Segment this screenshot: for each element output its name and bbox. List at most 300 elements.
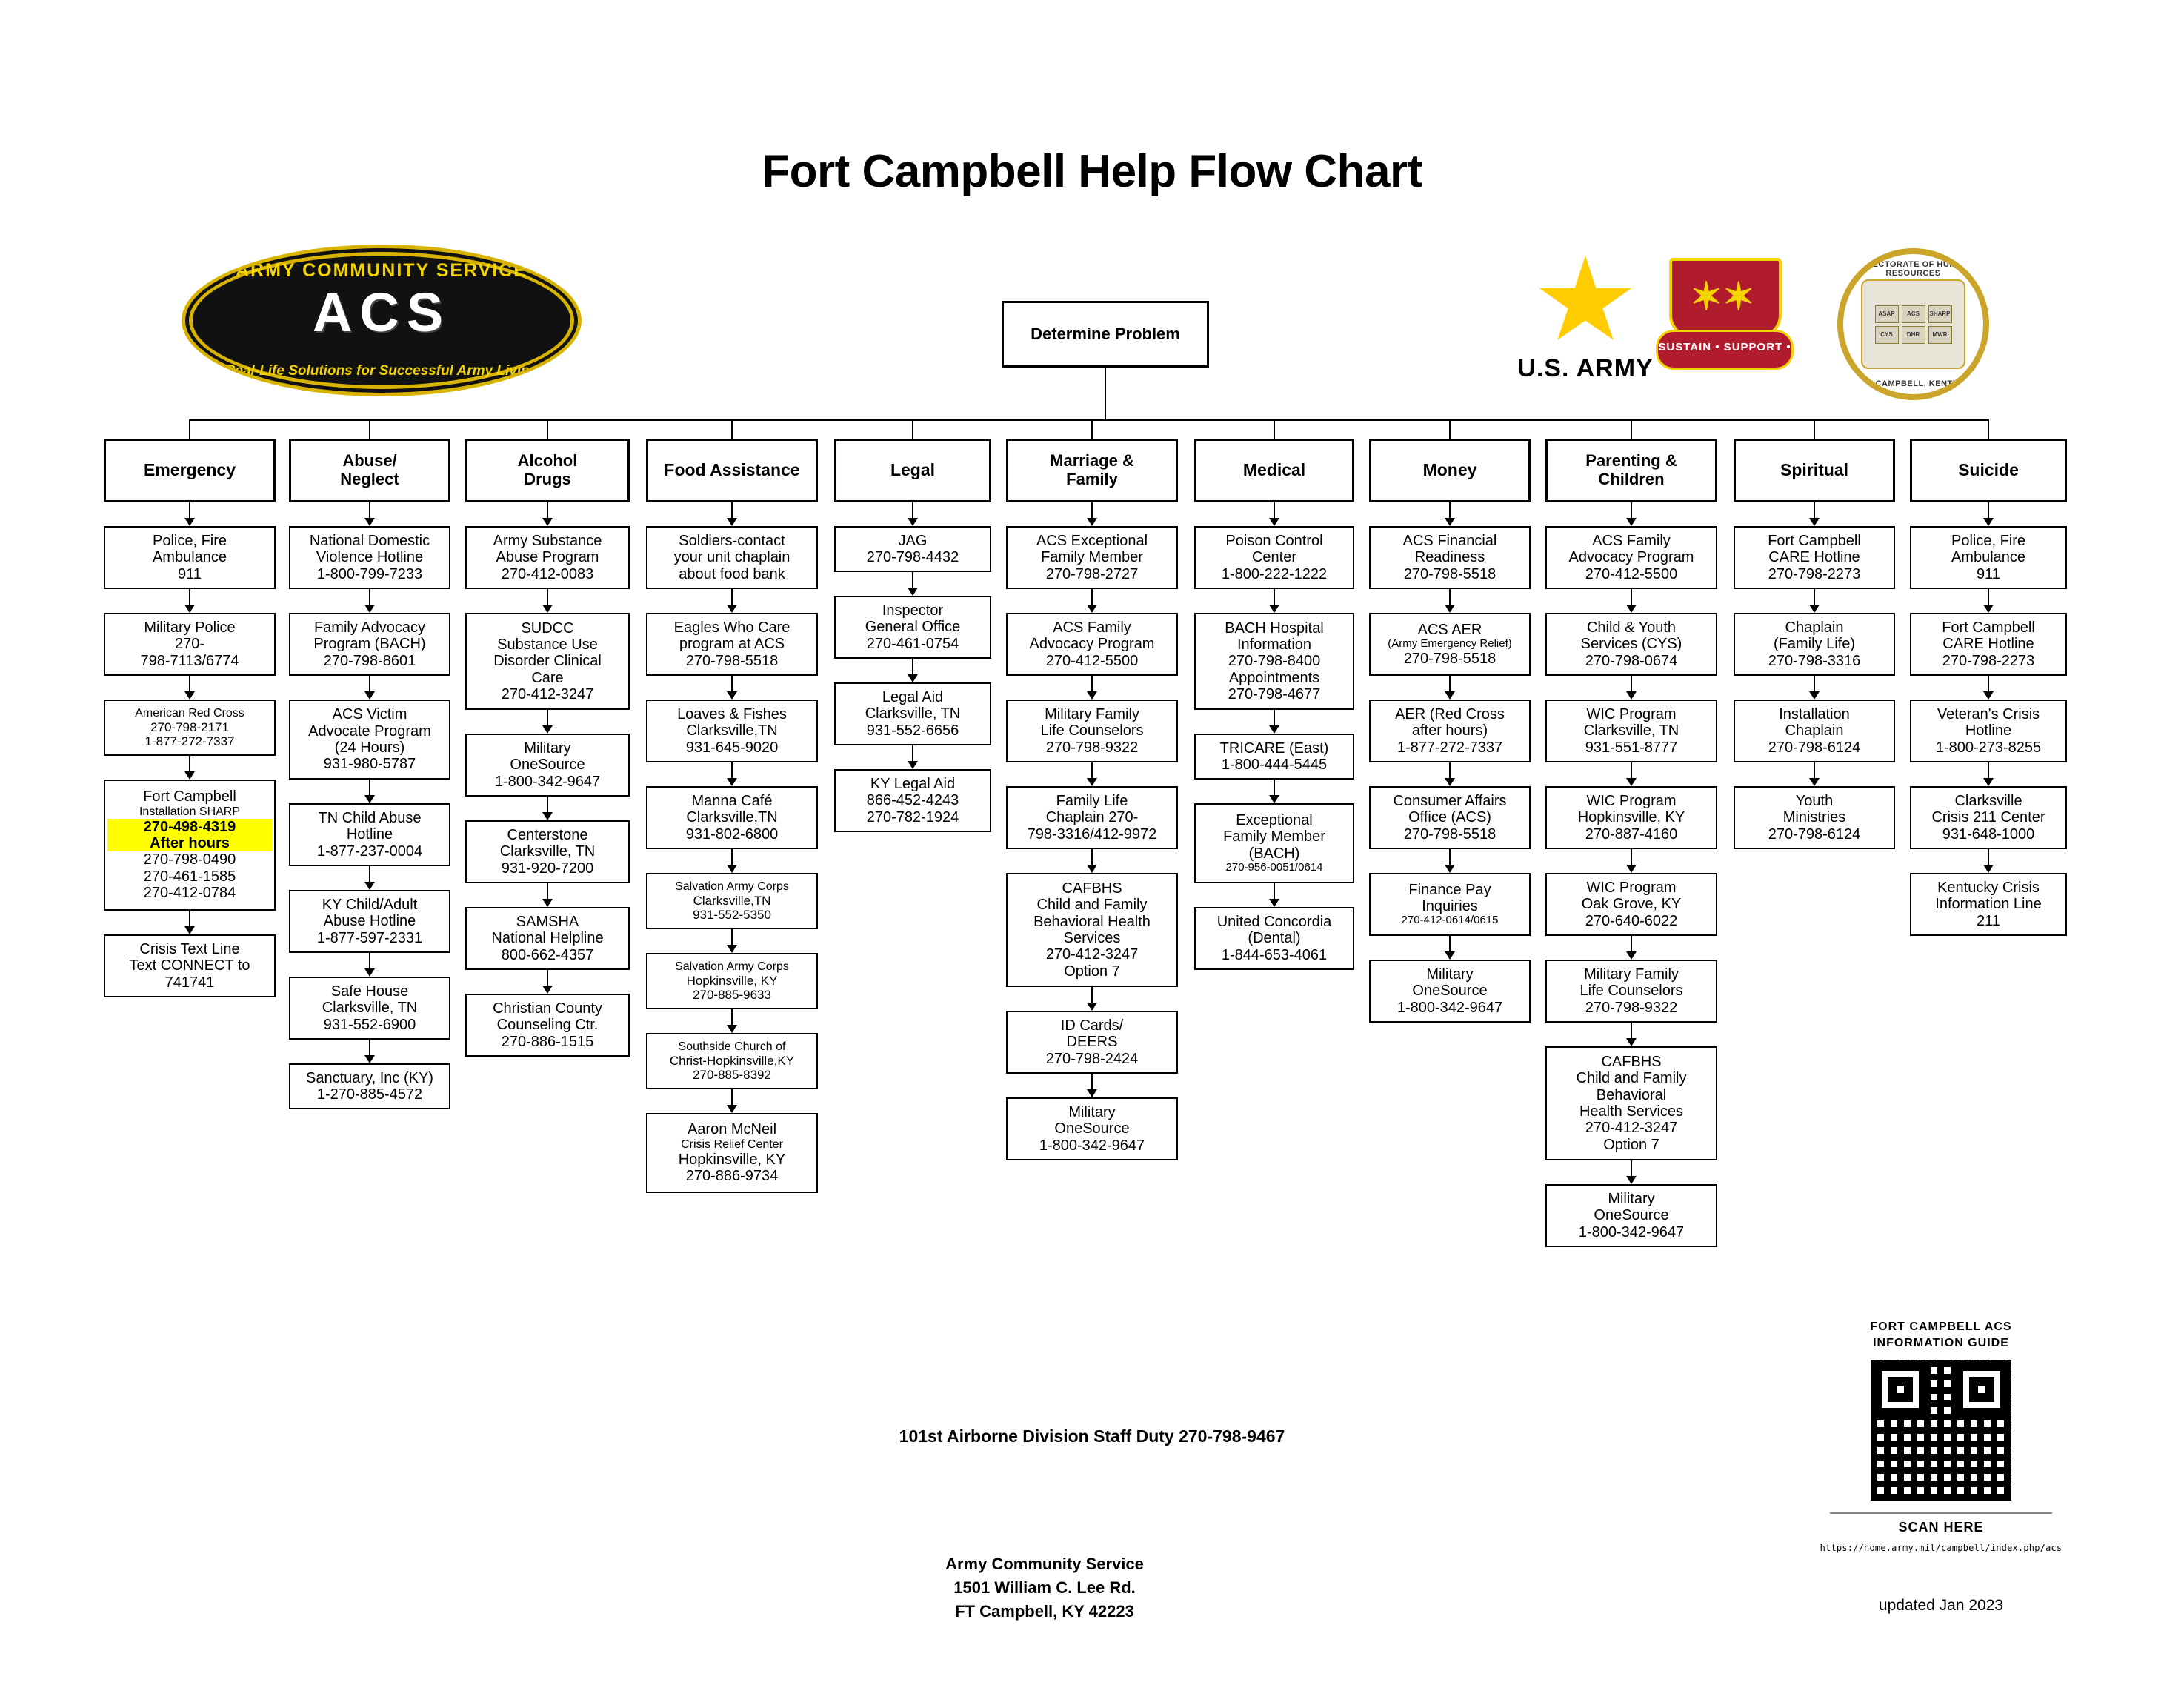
qr-block (1819, 1319, 2063, 1553)
node-line: 931-980-5787 (323, 756, 416, 773)
arrow-icon (1626, 951, 1637, 960)
connector (547, 883, 548, 900)
node-emergency-0[interactable] (104, 526, 276, 589)
node-money-1[interactable] (1369, 613, 1531, 676)
node-suicide-0[interactable] (1910, 526, 2067, 589)
node-line: 931-551-8777 (1585, 739, 1678, 756)
node-line: 931-802-6800 (685, 825, 779, 843)
node-line: Child & Youth (1586, 619, 1677, 636)
connector (1091, 589, 1093, 605)
arrow-icon (1445, 518, 1455, 526)
node-line: Chaplain 270- (1045, 809, 1139, 826)
connector (1449, 589, 1451, 605)
node-line: ACS Financial (1402, 532, 1497, 549)
node-line: 270-798-5518 (1403, 825, 1496, 843)
node-food-assistance-4[interactable] (646, 873, 818, 929)
node-alcohol-drugs-5[interactable] (465, 994, 630, 1057)
connector (1631, 589, 1632, 605)
connector (547, 710, 548, 726)
node-line: After hours (107, 835, 272, 851)
arrow-icon (1087, 865, 1097, 873)
connector (912, 572, 913, 588)
node-line: Military (1068, 1103, 1116, 1120)
node-line: 270-798-5518 (1403, 650, 1496, 667)
node-line: KY Child/Adult (322, 896, 418, 913)
connector (189, 676, 190, 692)
node-emergency-4[interactable] (104, 934, 276, 997)
node-line: SAMSHA (516, 913, 579, 930)
connector (369, 1040, 370, 1056)
arrow-icon (1626, 865, 1637, 873)
category-header-money[interactable] (1369, 439, 1531, 502)
arrow-icon (908, 674, 918, 682)
node-line: Inquiries (1422, 898, 1478, 915)
node-line: Hopkinsville, KY (1577, 809, 1685, 826)
node-line: Crisis 211 Center (1931, 809, 2045, 826)
node-line: 931-552-5350 (693, 907, 771, 922)
connector (369, 676, 370, 692)
arrow-icon (1626, 1038, 1637, 1046)
node-line: ID Cards/ (1060, 1017, 1124, 1034)
node-medical-1[interactable] (1194, 613, 1354, 710)
category-header-line: Spiritual (1780, 460, 1848, 480)
node-line: 1-877-272-7337 (144, 734, 235, 748)
node-abuse-neglect-3[interactable] (289, 803, 450, 866)
category-header-abuse-neglect[interactable] (289, 439, 450, 502)
acs-url: https://home.army.mil/campbell/index.php/acs (1820, 1543, 2063, 1554)
node-line: Advocacy Program (1029, 636, 1155, 653)
node-alcohol-drugs-0[interactable] (465, 526, 630, 589)
node-line: Oak Grove, KY (1581, 896, 1682, 913)
node-line: Fort Campbell (1942, 619, 2035, 636)
category-header-line: Money (1422, 460, 1477, 480)
node-line: Family Life (1056, 792, 1128, 809)
army-star-icon (1537, 256, 1634, 348)
node-line: 270-798-8601 (323, 652, 416, 669)
connector (731, 929, 733, 946)
connector (369, 589, 370, 605)
arrow-icon (542, 518, 553, 526)
node-line: Appointments (1228, 669, 1320, 686)
node-parenting-children-7[interactable] (1545, 1184, 1717, 1247)
dhr-pip: MWR (1928, 326, 1952, 344)
node-line: 270-412-3247 (1585, 1120, 1678, 1137)
node-marriage-family-1[interactable] (1006, 613, 1178, 676)
node-line: Clarksville, TN (322, 1000, 418, 1017)
node-line: BACH Hospital (1225, 619, 1324, 637)
node-emergency-2[interactable] (104, 700, 276, 756)
node-line: 741741 (164, 974, 215, 991)
connector (1449, 419, 1451, 439)
node-marriage-family-2[interactable] (1006, 700, 1178, 762)
connector (1449, 676, 1451, 692)
node-line: Hopkinsville, KY (678, 1151, 786, 1168)
node-line: 270-798-8400 (1228, 653, 1321, 670)
connector (1988, 419, 1989, 439)
army-logo (1504, 256, 1667, 404)
category-header-legal[interactable] (834, 439, 991, 502)
node-line: 1-800-273-8255 (1935, 739, 2042, 756)
node-medical-3[interactable] (1194, 803, 1354, 883)
category-header-line: Food Assistance (664, 460, 800, 480)
connector (1988, 502, 1989, 519)
connector (1091, 987, 1093, 1003)
node-spiritual-1[interactable] (1734, 613, 1895, 676)
arrow-icon (542, 986, 553, 994)
node-line: 270-798-4432 (866, 549, 959, 565)
category-header-line: Alcohol (517, 451, 578, 471)
dhr-seal-bottom-text: FORT CAMPBELL, KENTUCKY (1849, 379, 1977, 388)
node-money-3[interactable] (1369, 786, 1531, 849)
connector (1814, 676, 1815, 692)
connector (731, 762, 733, 779)
connector (369, 419, 370, 439)
node-line: Military (1426, 966, 1474, 983)
node-line: Hotline (346, 826, 393, 843)
node-line: 1-877-597-2331 (316, 929, 423, 946)
node-suicide-3[interactable] (1910, 786, 2067, 849)
node-line: 270-498-4319 (107, 819, 272, 835)
connector (1631, 502, 1632, 519)
connector (547, 589, 548, 605)
node-line: 270-798-2273 (1942, 652, 2035, 669)
connector (1449, 849, 1451, 865)
connector (547, 419, 548, 439)
node-line: Child and Family (1036, 897, 1148, 914)
node-alcohol-drugs-2[interactable] (465, 734, 630, 797)
connector (1814, 589, 1815, 605)
arrow-icon (1445, 951, 1455, 960)
category-header-suicide[interactable] (1910, 439, 2067, 502)
node-medical-4[interactable] (1194, 907, 1354, 970)
arrow-icon (727, 691, 737, 700)
node-line: ACS Family (1053, 619, 1131, 636)
node-line: Finance Pay (1408, 881, 1491, 898)
arrow-icon (1445, 865, 1455, 873)
node-line: CARE Hotline (1942, 636, 2034, 653)
node-determine-problem[interactable] (1002, 301, 1209, 368)
node-line: (24 Hours) (334, 740, 405, 756)
node-parenting-children-3[interactable] (1545, 786, 1717, 849)
category-header-spiritual[interactable] (1734, 439, 1895, 502)
arrow-icon (184, 691, 195, 700)
connector (1105, 368, 1106, 419)
node-line: 1-800-342-9647 (1578, 1223, 1685, 1240)
node-legal-2[interactable] (834, 682, 991, 745)
node-line: National Domestic (309, 532, 430, 549)
node-food-assistance-6[interactable] (646, 1033, 818, 1089)
category-header-line: Parenting & (1585, 451, 1677, 471)
node-abuse-neglect-4[interactable] (289, 890, 450, 953)
acs-logo-main-text: ACS (312, 282, 451, 343)
node-line: Services (1063, 930, 1121, 946)
node-line: Installation (1779, 705, 1850, 722)
node-line: TRICARE (East) (1219, 740, 1329, 757)
node-line: 931-552-6656 (866, 722, 959, 739)
node-line: Readiness (1414, 549, 1485, 566)
node-suicide-2[interactable] (1910, 700, 2067, 762)
connector (369, 780, 370, 796)
connector (1274, 883, 1275, 900)
node-line: 270-798-9322 (1585, 999, 1678, 1016)
node-line: Office (ACS) (1408, 809, 1491, 826)
node-line: 270-412-5500 (1585, 565, 1678, 582)
node-parenting-children-6[interactable] (1545, 1046, 1717, 1160)
category-header-parenting-children[interactable] (1545, 439, 1717, 502)
node-parenting-children-1[interactable] (1545, 613, 1717, 676)
category-header-emergency[interactable] (104, 439, 276, 502)
arrow-icon (1983, 865, 1994, 873)
qr-code-icon[interactable] (1871, 1360, 2011, 1501)
node-parenting-children-4[interactable] (1545, 873, 1717, 936)
node-spiritual-0[interactable] (1734, 526, 1895, 589)
node-line: 211 (1977, 912, 2000, 929)
node-line: Program (BACH) (313, 636, 426, 653)
node-food-assistance-7[interactable] (646, 1113, 818, 1193)
node-line: Information (1236, 636, 1312, 653)
node-medical-0[interactable] (1194, 526, 1354, 589)
node-line: 931-648-1000 (1942, 825, 2035, 843)
node-line: Information Line (1935, 896, 2042, 913)
node-line: Salvation Army Corps (675, 960, 789, 974)
node-marriage-family-5[interactable] (1006, 1011, 1178, 1074)
node-food-assistance-5[interactable] (646, 953, 818, 1009)
node-line: 1-800-342-9647 (494, 773, 601, 790)
node-line: 270-412-0784 (143, 885, 236, 902)
node-line: Health Services (1579, 1103, 1684, 1120)
arrow-icon (1269, 795, 1279, 803)
arrow-icon (364, 605, 375, 613)
arrow-icon (1626, 605, 1637, 613)
node-line: Option 7 (1064, 963, 1120, 980)
arrow-icon (1809, 691, 1820, 700)
arrow-icon (1983, 518, 1994, 526)
node-line: Clarksville,TN (686, 809, 778, 826)
category-header-medical[interactable] (1194, 439, 1354, 502)
node-suicide-4[interactable] (1910, 873, 2067, 936)
node-money-4[interactable] (1369, 873, 1531, 936)
node-line: ACS Family (1592, 532, 1671, 549)
node-alcohol-drugs-1[interactable] (465, 613, 630, 710)
category-header-line: Neglect (340, 470, 399, 488)
node-line: Aaron McNeil (687, 1121, 777, 1138)
node-suicide-1[interactable] (1910, 613, 2067, 676)
node-line: Center (1251, 549, 1297, 566)
node-line: 270-412-3247 (1045, 946, 1139, 963)
imcom-scroll-text: SUSTAIN • SUPPORT • DEFEND (1656, 330, 1794, 370)
arrow-icon (1445, 778, 1455, 786)
node-parenting-children-2[interactable] (1545, 700, 1717, 762)
node-spiritual-2[interactable] (1734, 700, 1895, 762)
node-alcohol-drugs-3[interactable] (465, 820, 630, 883)
node-line: Ambulance (1951, 549, 2026, 566)
arrow-icon (364, 518, 375, 526)
connector (1631, 936, 1632, 952)
node-marriage-family-0[interactable] (1006, 526, 1178, 589)
node-line: KY Legal Aid (870, 775, 956, 792)
node-money-2[interactable] (1369, 700, 1531, 762)
arrow-icon (1983, 778, 1994, 786)
connector (547, 970, 548, 986)
arrow-icon (1269, 899, 1279, 907)
node-emergency-1[interactable] (104, 613, 276, 676)
arrow-icon (1626, 518, 1637, 526)
connector (731, 502, 733, 519)
arrow-icon (1809, 518, 1820, 526)
node-marriage-family-4[interactable] (1006, 873, 1178, 987)
node-line: 270-461-0754 (866, 635, 959, 652)
node-line: Option 7 (1603, 1136, 1659, 1153)
address-line: 1501 William C. Lee Rd. (953, 1578, 1136, 1597)
node-line: Christian County (493, 1000, 602, 1017)
node-line: (Dental) (1248, 930, 1301, 947)
connector (1274, 780, 1275, 796)
category-header-marriage-family[interactable] (1006, 439, 1178, 502)
node-line: Sanctuary, Inc (KY) (306, 1069, 433, 1086)
connector (1631, 419, 1632, 439)
node-line: 798-7113/6774 (140, 652, 239, 669)
arrow-icon (184, 605, 195, 613)
arrow-icon (1445, 605, 1455, 613)
node-line: Southside Church of (678, 1040, 786, 1054)
arrow-icon (184, 771, 195, 780)
arrow-icon (364, 882, 375, 890)
node-line: Youth (1795, 792, 1834, 809)
node-line: 1-800-342-9647 (1039, 1137, 1145, 1154)
arrow-icon (727, 865, 737, 873)
node-line: Salvation Army Corps (675, 880, 789, 894)
node-line: Family Member (1041, 549, 1143, 566)
node-line: Advocacy Program (1568, 549, 1694, 566)
connector (547, 797, 548, 813)
node-medical-2[interactable] (1194, 734, 1354, 780)
node-line: Consumer Affairs (1393, 792, 1507, 809)
node-line: 270-798-2727 (1045, 565, 1139, 582)
node-line: Military (1608, 1190, 1655, 1207)
node-food-assistance-0[interactable] (646, 526, 818, 589)
node-line: Military Family (1045, 705, 1139, 722)
connector (1631, 1160, 1632, 1177)
node-line: Clarksville, TN (499, 843, 596, 860)
node-line: 270-782-1924 (866, 808, 959, 825)
node-abuse-neglect-0[interactable] (289, 526, 450, 589)
node-legal-1[interactable] (834, 596, 991, 659)
node-line: OneSource (510, 757, 585, 774)
node-line: Military (524, 740, 571, 757)
divider (1830, 1512, 2052, 1514)
node-marriage-family-3[interactable] (1006, 786, 1178, 849)
staff-duty-note: 101st Airborne Division Staff Duty 270-798-9467 (899, 1426, 1285, 1446)
node-money-5[interactable] (1369, 960, 1531, 1023)
arrow-icon (1269, 725, 1279, 734)
node-line: Kentucky Crisis (1937, 879, 2040, 896)
node-legal-3[interactable] (834, 769, 991, 832)
node-line: SUDCC (521, 619, 574, 637)
node-line: Services (CYS) (1580, 636, 1682, 653)
connector (1631, 1023, 1632, 1039)
node-line: 270-640-6022 (1585, 912, 1678, 929)
connector (731, 849, 733, 865)
arrow-icon (364, 795, 375, 803)
category-header-food-assistance[interactable] (646, 439, 818, 502)
node-legal-0[interactable] (834, 526, 991, 572)
node-line: 270-886-9734 (685, 1168, 779, 1185)
arrow-icon (364, 968, 375, 977)
node-line: 270-798-2273 (1768, 565, 1861, 582)
node-food-assistance-3[interactable] (646, 786, 818, 849)
node-line: Clarksville, TN (1583, 722, 1679, 740)
node-line: Family Advocacy (313, 619, 426, 636)
arrow-icon (1626, 778, 1637, 786)
node-line: Substance Use (497, 636, 598, 653)
node-line: Soldiers-contact (679, 532, 785, 549)
category-header-alcohol-drugs[interactable] (465, 439, 630, 502)
node-abuse-neglect-2[interactable] (289, 700, 450, 780)
node-line: Fort Campbell (1768, 532, 1861, 549)
node-marriage-family-6[interactable] (1006, 1097, 1178, 1160)
node-abuse-neglect-6[interactable] (289, 1063, 450, 1109)
connector (1091, 419, 1093, 439)
node-line: Centerstone (507, 826, 588, 843)
arrow-icon (1626, 691, 1637, 700)
category-header-line: Emergency (143, 460, 236, 480)
connector (1988, 849, 1989, 865)
node-line: Fort Campbell (143, 788, 236, 805)
arrow-icon (727, 605, 737, 613)
node-money-0[interactable] (1369, 526, 1531, 589)
connector (731, 1089, 733, 1106)
node-line: 270-412-0083 (501, 565, 594, 582)
node-emergency-3[interactable] (104, 780, 276, 911)
connector (189, 911, 190, 927)
node-line: Hotline (1965, 722, 2012, 740)
dhr-pip: ACS (1902, 305, 1925, 323)
arrow-icon (908, 761, 918, 769)
army-logo-label: U.S. ARMY (1517, 354, 1654, 382)
imcom-cannons-icon: ✶✶ (1690, 276, 1755, 319)
node-line: National Helpline (491, 930, 604, 947)
node-line: Military Police (144, 619, 236, 636)
connector (912, 502, 913, 519)
arrow-icon (542, 812, 553, 820)
arrow-icon (364, 1055, 375, 1063)
node-parenting-children-5[interactable] (1545, 960, 1717, 1023)
node-line: 270-798-4677 (1228, 686, 1321, 703)
connector (369, 866, 370, 883)
node-spiritual-3[interactable] (1734, 786, 1895, 849)
node-line: Hopkinsville, KY (686, 973, 778, 988)
node-alcohol-drugs-4[interactable] (465, 907, 630, 970)
node-line: 270-886-1515 (501, 1033, 594, 1050)
node-line: 270-461-1585 (143, 868, 236, 885)
node-line: 270-798-0674 (1585, 652, 1678, 669)
node-line: 1-800-444-5445 (1221, 757, 1328, 773)
node-line: Legal Aid (882, 688, 944, 705)
acs-logo (182, 245, 582, 396)
node-abuse-neglect-5[interactable] (289, 977, 450, 1040)
node-parenting-children-0[interactable] (1545, 526, 1717, 589)
arrow-icon (908, 588, 918, 596)
node-food-assistance-2[interactable] (646, 700, 818, 762)
node-line: Behavioral (1596, 1086, 1667, 1103)
node-abuse-neglect-1[interactable] (289, 613, 450, 676)
node-line: 800-662-4357 (501, 946, 594, 963)
arrow-icon (184, 518, 195, 526)
dhr-seal-top-text: DIRECTORATE OF HUMAN RESOURCES (1857, 260, 1969, 278)
node-food-assistance-1[interactable] (646, 613, 818, 676)
node-line: Abuse Program (496, 549, 599, 566)
node-line: Counseling Ctr. (496, 1017, 599, 1034)
